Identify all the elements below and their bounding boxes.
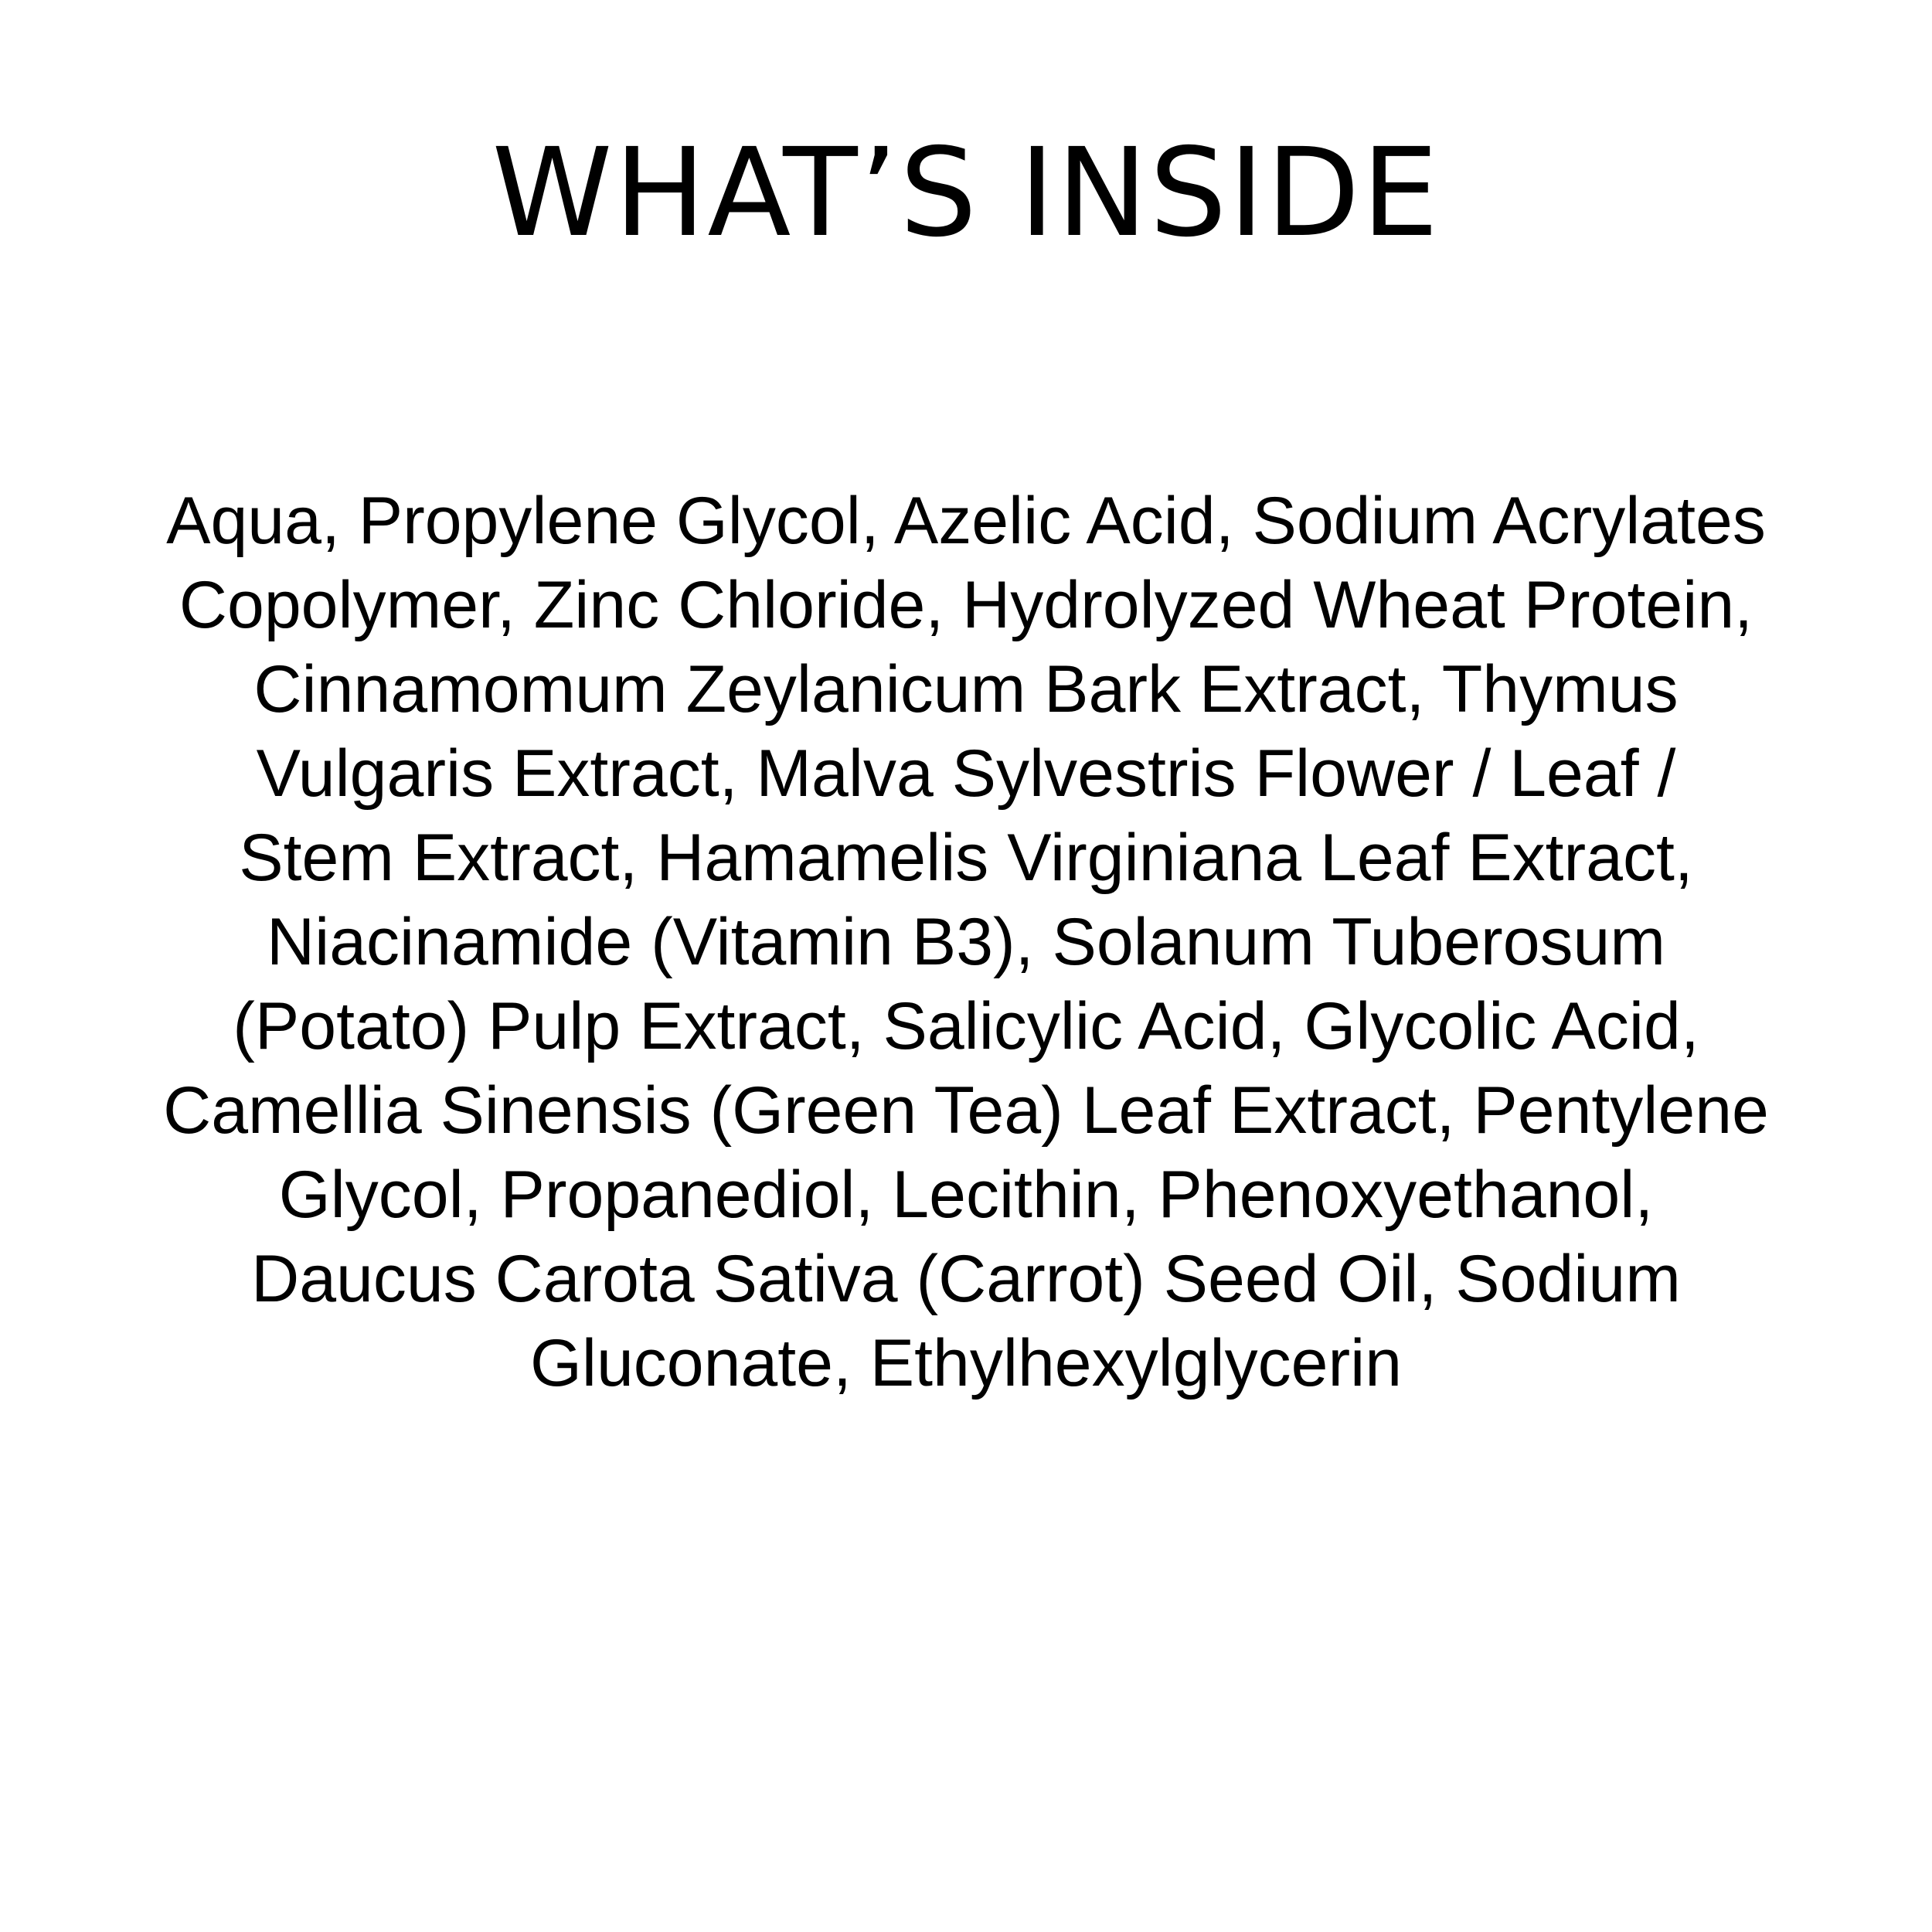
ingredients-line: Gluconate, Ethylhexylglycerin [529,1326,1403,1400]
ingredients-line: Aqua, Propylene Glycol, Azelic Acid, Sodium Acrylates [166,484,1766,558]
page-title: WHAT’S INSIDE [492,122,1440,264]
ingredients-line: Glycol, Propanediol, Lecithin, Phenoxyethanol, [278,1158,1654,1232]
ingredients-line: Daucus Carota Sativa (Carrot) Seed Oil, Sodium [251,1242,1681,1316]
ingredients-line: Camellia Sinensis (Green Tea) Leaf Extract, Pentylene [163,1073,1769,1148]
ingredients-line: Niacinamide (Vitamin B3), Solanum Tuberosum [267,905,1665,979]
ingredients-line: Cinnamomum Zeylanicum Bark Extract, Thymus [253,652,1679,726]
ingredients-line: Vulgaris Extract, Malva Sylvestris Flower / Leaf / [256,736,1676,811]
ingredients-line: Copolymer, Zinc Chloride, Hydrolyzed Wheat Protein, [179,568,1753,642]
ingredients-line: Stem Extract, Hamamelis Virginiana Leaf Extract, [239,821,1693,895]
ingredients-list [155,479,1777,1406]
ingredients-line: (Potato) Pulp Extract, Salicylic Acid, Glycolic Acid, [233,989,1699,1063]
